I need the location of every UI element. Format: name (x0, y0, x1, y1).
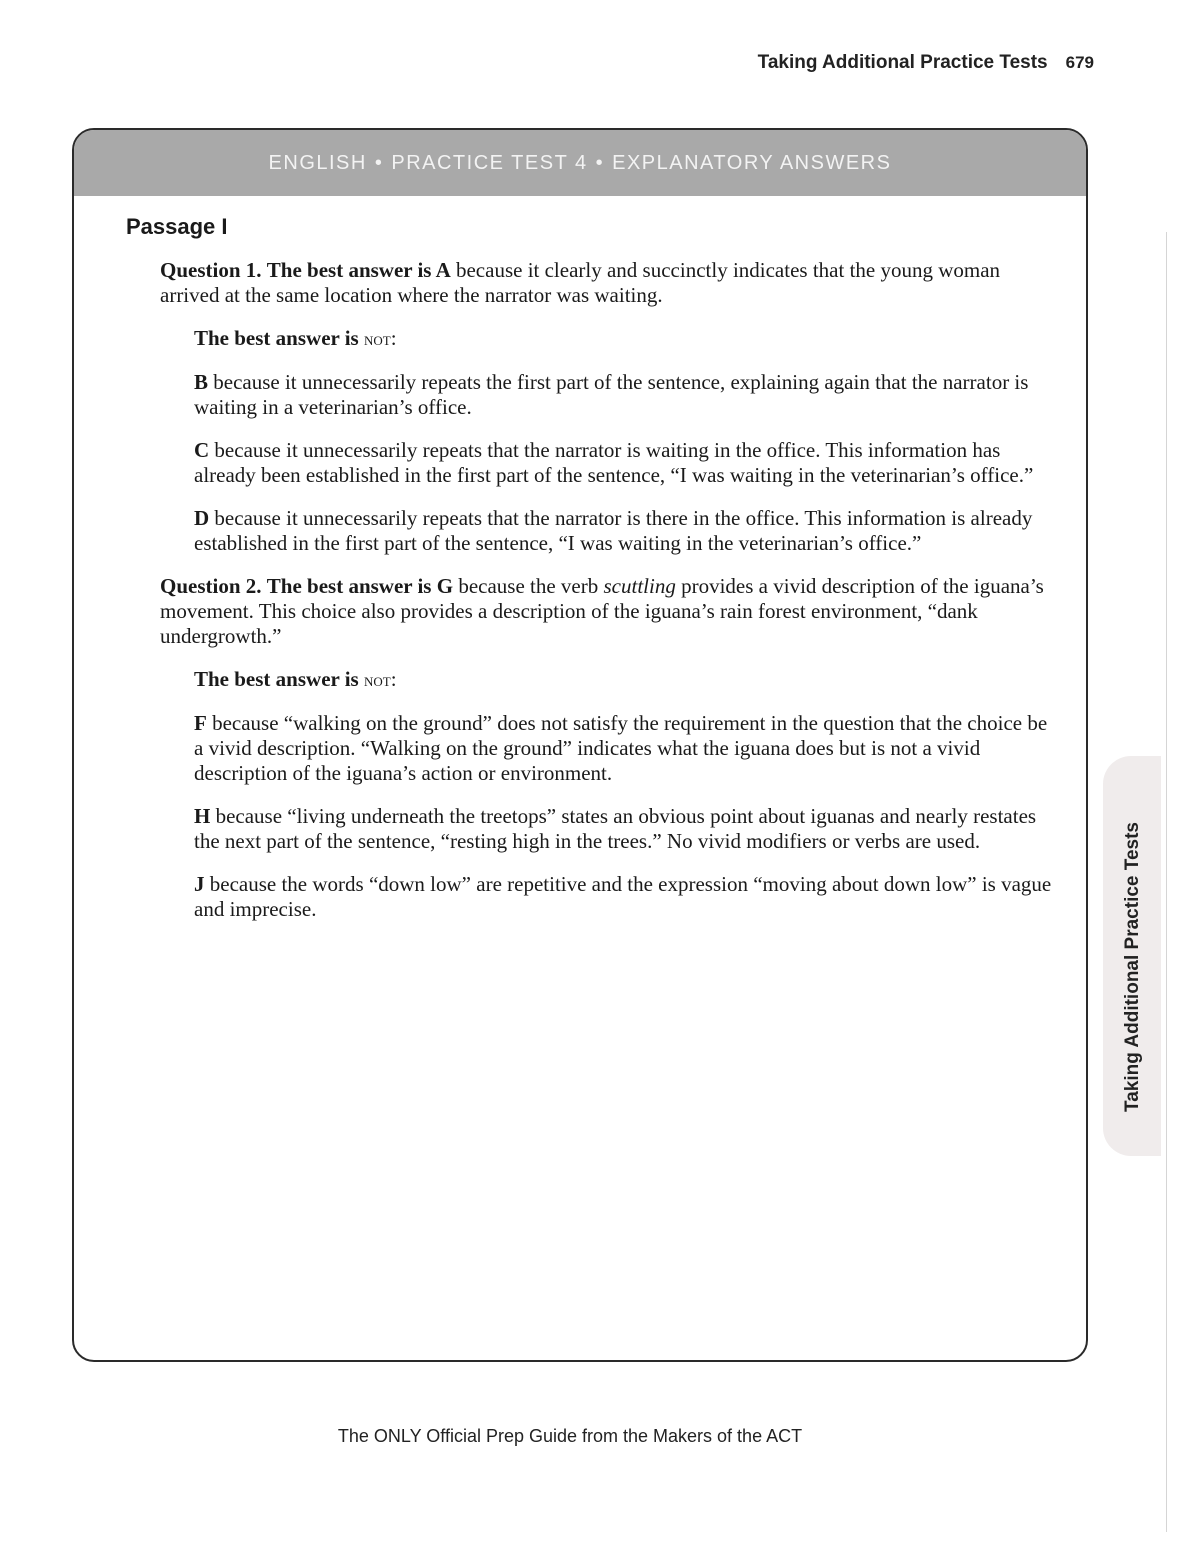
question-explanation (160, 574, 1060, 649)
wrong-answer (194, 438, 1060, 488)
not-heading (194, 326, 1060, 352)
answers-content (160, 258, 1060, 940)
page-footer: The ONLY Official Prep Guide from the Makers of the ACT (337, 1426, 803, 1446)
explanation-text-after: provides a vivid description of the iguana’s movement. This choice also provides a description of the iguana’s rain forest environment, “dank undergrowth.” (160, 574, 1044, 648)
answer-reason: because the words “down low” are repetitive and the expression “moving about down low” is vague and imprecise. (194, 872, 1052, 921)
explanatory-answers-box (72, 128, 1088, 1362)
banner-separator: • (595, 151, 605, 174)
running-title: Taking Additional Practice Tests (757, 52, 1048, 73)
explanation-text: because it clearly and succinctly indicates that the young woman arrived at the same location where the narrator was waiting. (160, 258, 1001, 307)
banner-separator: • (374, 151, 384, 174)
question-block (160, 258, 1060, 556)
answer-reason: because it unnecessarily repeats that the narrator is there in the office. This information is already established in the first part of the sentence, “I was waiting in the veterinarian’s office.” (194, 506, 1033, 555)
not-heading-text: The best answer is (194, 326, 364, 350)
section-thumb-tab-label: Taking Additional Practice Tests (1122, 822, 1143, 1112)
banner-subject: ENGLISH (268, 151, 367, 174)
explanation-italic-term: scuttling (603, 574, 676, 598)
not-heading-text: The best answer is (194, 667, 364, 691)
best-answer-lead: The best answer is G (266, 574, 454, 598)
question-block (160, 574, 1060, 922)
wrong-answer (194, 370, 1060, 420)
explanation-text-before: because the verb (453, 574, 604, 598)
not-word: not (363, 329, 391, 349)
wrong-answer (194, 872, 1060, 922)
question-label: Question 1. (160, 258, 262, 282)
answer-letter: D (194, 506, 210, 530)
not-word: not (363, 670, 391, 690)
answer-reason: because “walking on the ground” does not satisfy the requirement in the question that the choice be a vivid description. “Walking on the ground” indicates what the iguana does but is not a vivid description of the iguana’s action or environment. (194, 711, 1048, 785)
answer-letter: F (194, 711, 207, 735)
answer-letter: J (194, 872, 205, 896)
wrong-answer (194, 711, 1060, 786)
running-head (758, 52, 1094, 74)
answer-letter: B (194, 370, 209, 394)
answer-reason: because it unnecessarily repeats the first part of the sentence, explaining again that the narrator is waiting in a veterinarian’s office. (194, 370, 1029, 419)
wrong-answer (194, 506, 1060, 556)
page-edge-line (1166, 232, 1167, 1532)
answer-reason: because “living underneath the treetops” states an obvious point about iguanas and nearly restates the next part of the sentence, “resting high in the trees.” No vivid modifiers or verbs are used. (194, 804, 1037, 853)
answer-letter: C (194, 438, 210, 462)
banner-type: EXPLANATORY ANSWERS (612, 151, 892, 174)
not-heading (194, 667, 1060, 693)
answer-letter: H (194, 804, 211, 828)
not-colon: : (390, 326, 397, 350)
box-banner (74, 130, 1086, 196)
passage-title: Passage I (126, 214, 228, 239)
answer-reason: because it unnecessarily repeats that the narrator is waiting in the office. This information has already been established in the first part of the sentence, “I was waiting in the veterinarian’s office.” (194, 438, 1034, 487)
question-explanation (160, 258, 1060, 308)
best-answer-lead: The best answer is A (266, 258, 451, 282)
not-colon: : (390, 667, 397, 691)
page-number: 679 (1065, 53, 1094, 72)
banner-test: PRACTICE TEST 4 (391, 151, 588, 174)
wrong-answer (194, 804, 1060, 854)
question-label: Question 2. (160, 574, 262, 598)
